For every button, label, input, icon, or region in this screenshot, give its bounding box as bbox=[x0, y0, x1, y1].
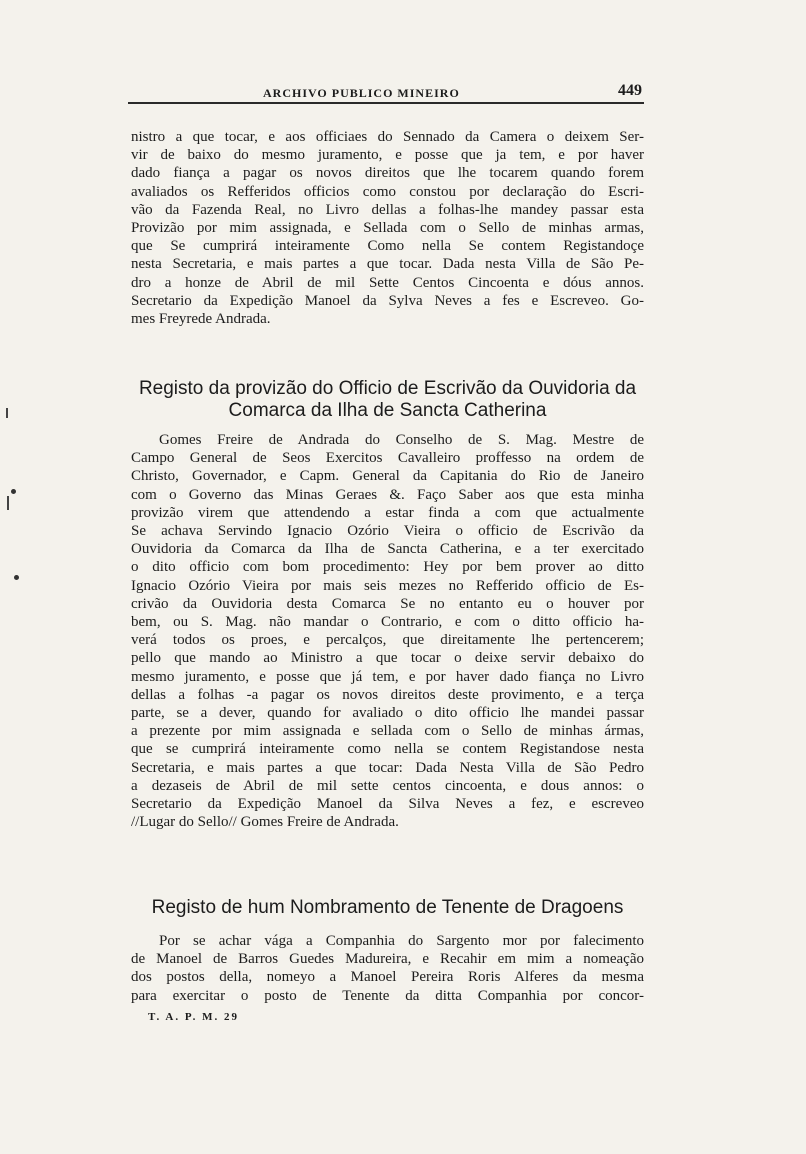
text-line: dado fiança a pagar os novos direitos que lhe tocarem quando forem bbox=[131, 165, 644, 182]
section-heading-nombramento bbox=[131, 897, 644, 919]
running-title: ARCHIVO PUBLICO MINEIRO bbox=[263, 86, 460, 100]
header-rule bbox=[128, 102, 644, 104]
text-line: com o Governo das Minas Geraes &. Faço Saber aos que esta minha bbox=[131, 486, 644, 503]
text-line: parte, se a dever, quando for avaliado o dito officio lhe mandei passar bbox=[131, 705, 644, 722]
text-line: Ouvidoria da Comarca da Ilha de Sancta Catherina, e a ter exercitado bbox=[131, 541, 644, 558]
section-heading-provizao bbox=[131, 378, 644, 422]
text-line: que Se cumprirá inteiramente Como nella Se contem Registandoçe bbox=[131, 238, 644, 255]
text-line: Se achava Servindo Ignacio Ozório Vieira o officio de Escrivão da bbox=[131, 523, 644, 540]
text-line: bem, ou S. Mag. não mandar o Contrario, e com o ditto officio ha- bbox=[131, 614, 644, 631]
text-line: avaliados os Refferidos officios como constou por declaração do Escri- bbox=[131, 183, 644, 200]
text-line: Gomes Freire de Andrada do Conselho de S. Mag. Mestre de bbox=[159, 432, 644, 448]
text-line: dos postos della, nomeyo a Manoel Pereira Roris Alferes da mesma bbox=[131, 969, 644, 986]
text-line: Secretaria, e mais partes a que tocar: Dada Nesta Villa de São Pedro bbox=[131, 759, 644, 776]
provizao-body bbox=[131, 431, 644, 831]
text-line: //Lugar do Sello// Gomes Freire de Andrada. bbox=[131, 814, 399, 831]
page-number: 449 bbox=[618, 82, 642, 99]
text-line: para exercitar o posto de Tenente da ditta Companhia por concor- bbox=[131, 987, 644, 1004]
running-head bbox=[128, 80, 644, 110]
text-line: vir de baixo do mesmo juramento, e posse que ja tem, e por haver bbox=[131, 147, 644, 164]
text-line: nesta Secretaria, e mais partes a que tocar. Dada nesta Villa de São Pe- bbox=[131, 256, 644, 273]
heading-line: Registo de hum Nombramento de Tenente de Dragoens bbox=[151, 897, 624, 918]
signature-mark: T. A. P. M. 29 bbox=[148, 1011, 239, 1023]
text-line: dellas a folhas -a pagar os novos direitos deste provimento, e a terça bbox=[131, 686, 644, 703]
text-line: mes Freyrede Andrada. bbox=[131, 311, 271, 328]
text-line: vão da Fazenda Real, no Livro dellas a folhas-lhe mandey passar esta bbox=[131, 201, 644, 218]
margin-dot bbox=[14, 575, 19, 580]
text-line: Por se achar vága a Companhia do Sargento mor por falecimento bbox=[159, 933, 644, 949]
text-line: Secretario da Expedição Manoel da Silva Neves a fez, e escreveo bbox=[131, 796, 644, 813]
text-line: que se cumprirá inteiramente como nella se contem Registandose nesta bbox=[131, 741, 644, 758]
text-line: a dezaseis de Abril de mil sette centos cincoenta, e dous annos: o bbox=[131, 777, 644, 794]
margin-tick bbox=[6, 408, 8, 418]
text-line: provizão virem que attendendo a estar finda a com que actualmente bbox=[131, 504, 644, 521]
text-line: o dito officio com bom procedimento: Hey por bem prover ao ditto bbox=[131, 559, 644, 576]
text-line: Secretario da Expedição Manoel da Sylva Neves a fes e Escreveo. Go- bbox=[131, 292, 644, 309]
heading-line: Comarca da Ilha de Sancta Catherina bbox=[228, 400, 547, 421]
text-line: verá todos os proes, e percalços, que direitamente lhe pertencerem; bbox=[131, 632, 644, 649]
nombramento-body bbox=[131, 932, 644, 1005]
text-line: Christo, Governador, e Capm. General da Capitania do Rio de Janeiro bbox=[131, 468, 644, 485]
intro-paragraph bbox=[131, 128, 644, 328]
text-line: pello que mando ao Ministro a que tocar o deixe servir debaixo do bbox=[131, 650, 644, 667]
text-line: Ignacio Ozório Vieira por mais seis mezes no Refferido officio de Es- bbox=[131, 577, 644, 594]
text-line: Provizão por mim assignada, e Sellada com o Sello de minhas armas, bbox=[131, 220, 644, 237]
margin-tick bbox=[7, 496, 9, 510]
text-line: de Manoel de Barros Guedes Madureira, e Recahir em mim a nomeação bbox=[131, 951, 644, 968]
text-line: crivão da Ouvidoria desta Comarca Se no entanto eu o houver por bbox=[131, 595, 644, 612]
text-line: nistro a que tocar, e aos officiaes do Sennado da Camera o deixem Ser- bbox=[131, 129, 644, 145]
heading-line: Registo da provizão do Officio de Escrivão da Ouvidoria da bbox=[138, 378, 637, 399]
text-line: mesmo juramento, e posse que já tem, e por haver dado fiança no Livro bbox=[131, 668, 644, 685]
text-line: a prezente por mim assignada e sellada com o Sello de minhas ármas, bbox=[131, 723, 644, 740]
text-line: dro a honze de Abril de mil Sette Centos Cincoenta e dóus annos. bbox=[131, 274, 644, 291]
margin-dot bbox=[11, 489, 16, 494]
text-line: Campo General de Seos Exercitos Cavalleiro proffesso na ordem de bbox=[131, 450, 644, 467]
